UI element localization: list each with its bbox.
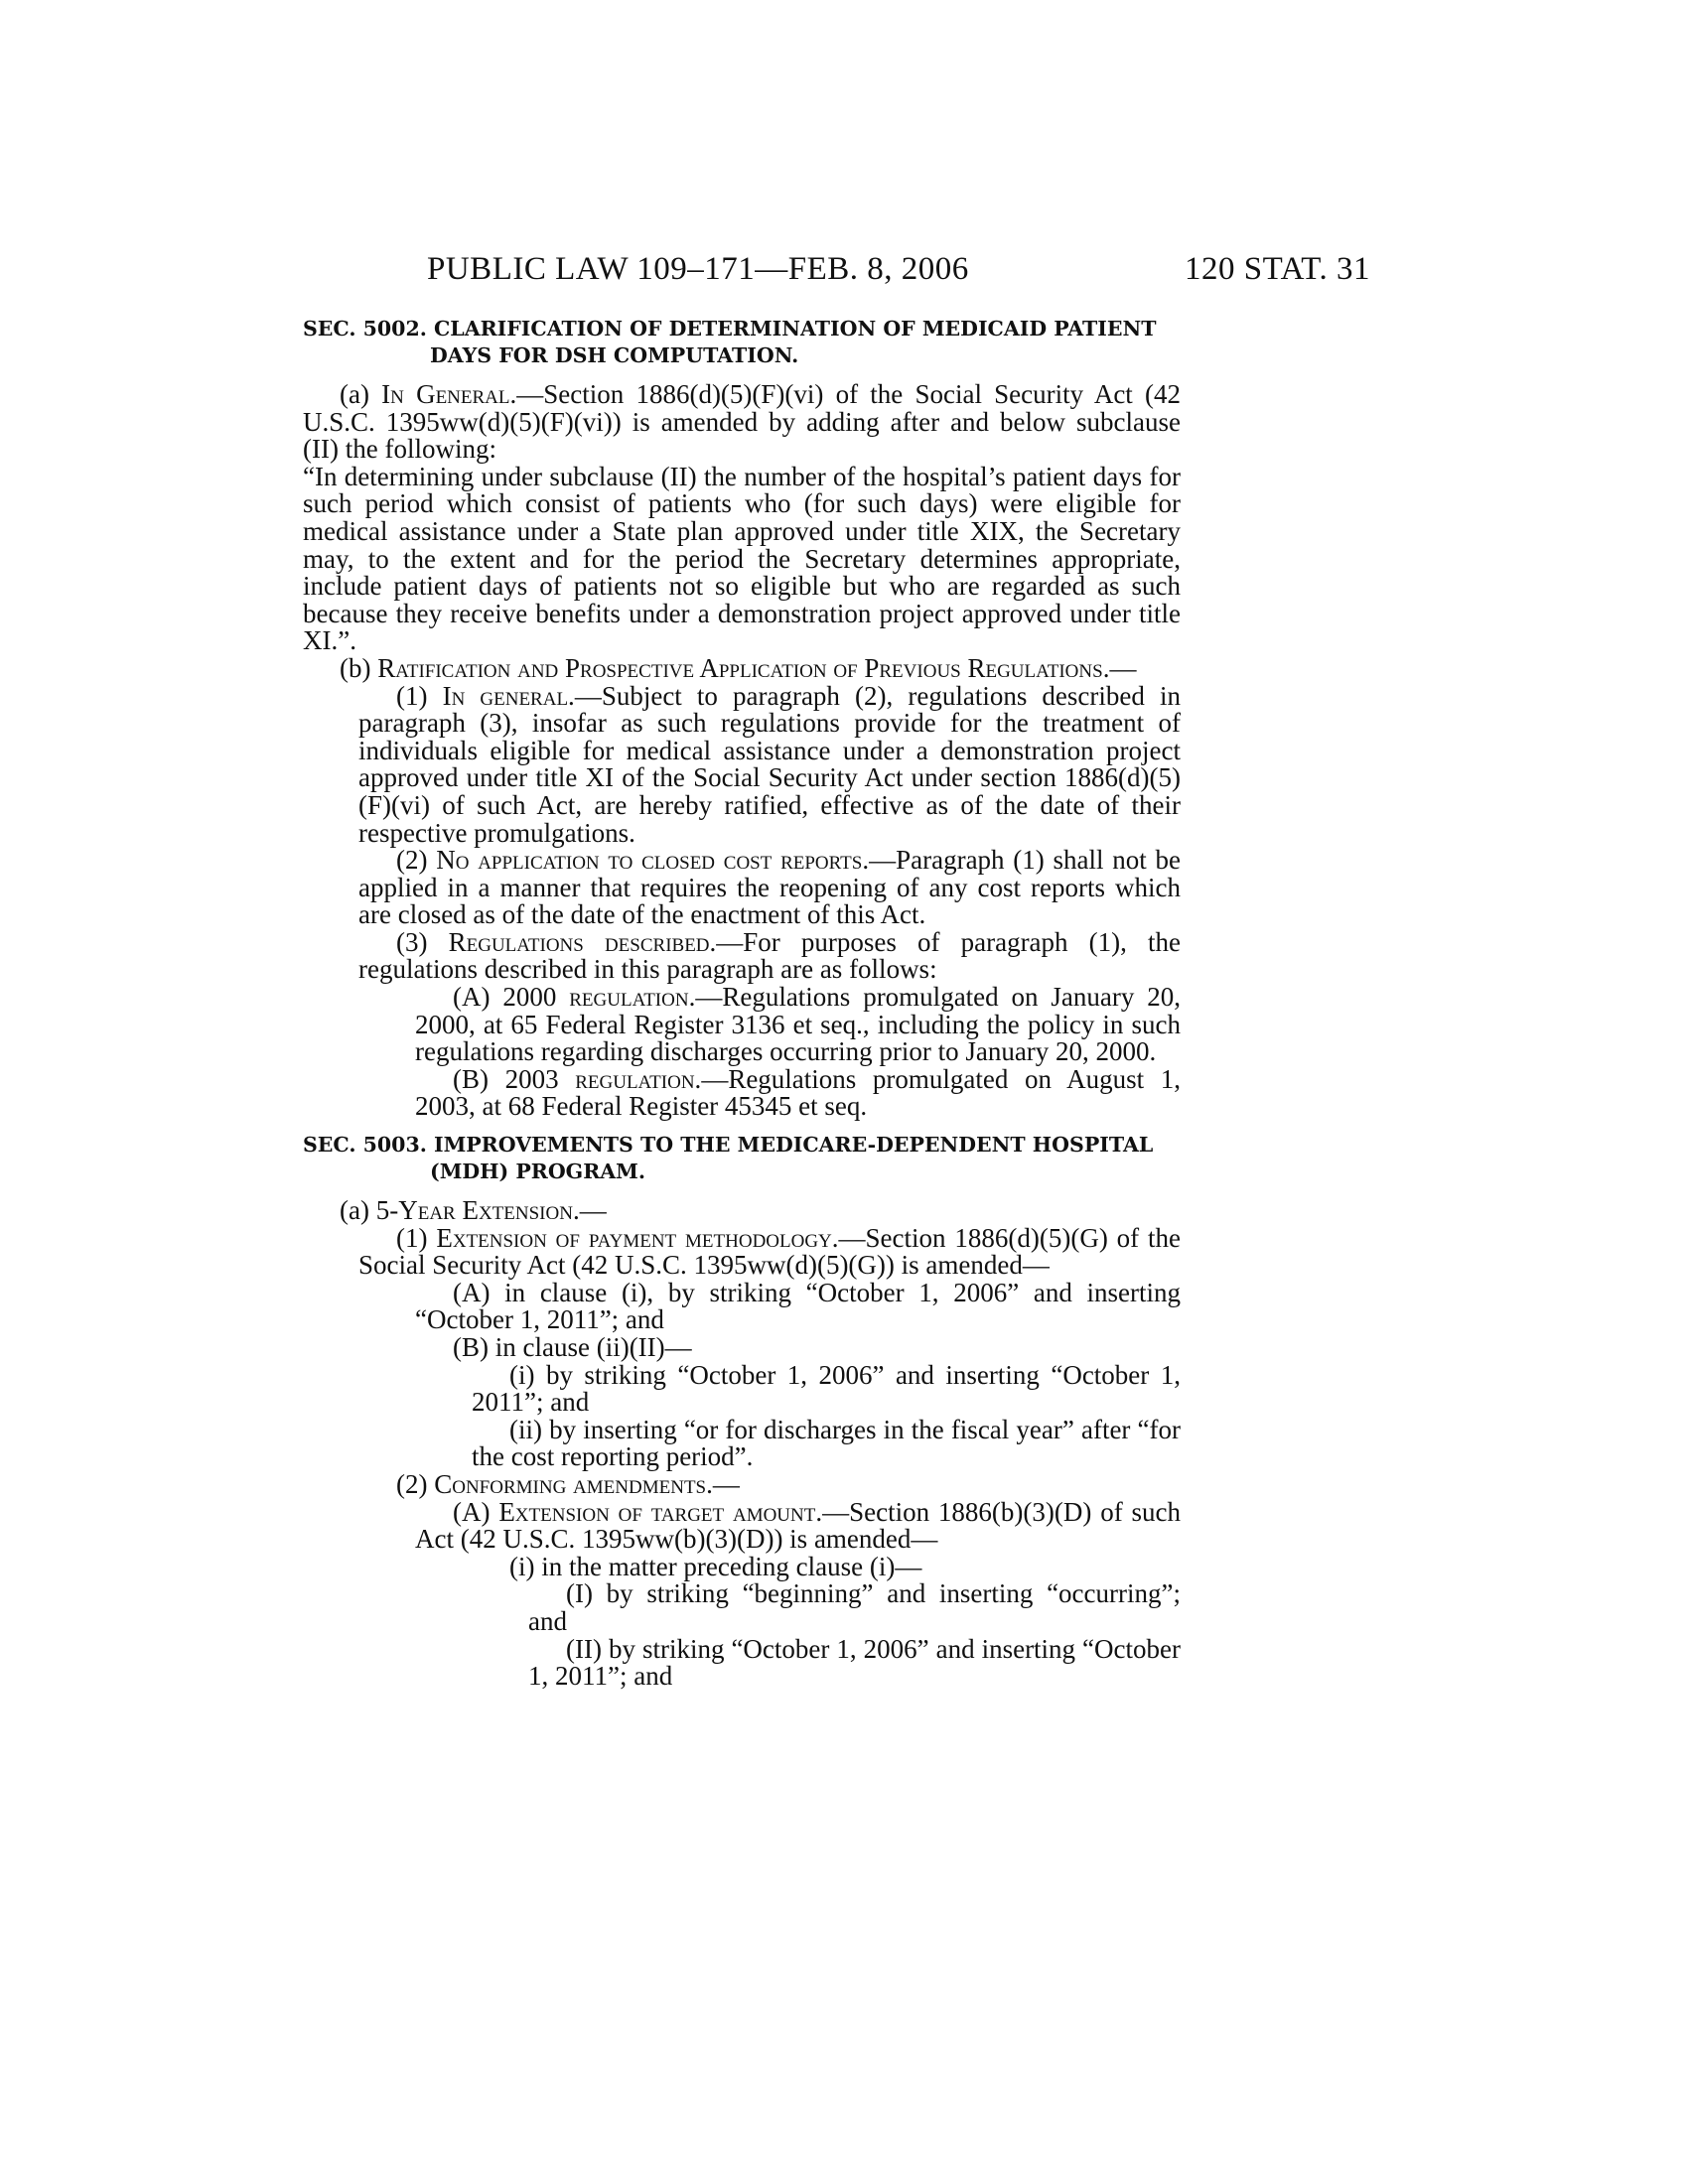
running-header (0, 251, 1688, 291)
document-body (303, 316, 1181, 1691)
sec-5003-subclause-a2a-i-I: (I) by striking “beginning” and inserting “occurring”; and (528, 1578, 1181, 1636)
sec-5002-subparagraph-b3b: (B) 2003 regulation.—Regulations promulgated on August 1, 2003, at 68 Federal Register 45345 et seq. (415, 1063, 1181, 1122)
sec-5002-quoted-text: “In determining under subclause (II) the number of the hospital’s patient days for such period which consist of patients who (for such days) were eligible for medical assistance under a State plan approved under title XIX, the Secretary may, to the extent and for the period the Secretary determines appropriate, include patient days of patients not so eligible but who are regarded as such because they receive benefits under a demonstration project approved under title XI.”. (303, 461, 1181, 656)
sec-5002-subsection-a: (a) In General.—Section 1886(d)(5)(F)(vi) of the Social Security Act (42 U.S.C. 1395ww(d)(5)(F)(vi)) is amended by adding after and below subclause (II) the following: (303, 379, 1181, 465)
sec-5003-paragraph-a2: (2) Conforming amendments.— (396, 1468, 740, 1499)
sec-5003-clause-a1b-ii: (ii) by inserting “or for discharges in the fiscal year” after “for the cost reporting period”. (472, 1414, 1181, 1472)
sec-5002-paragraph-b1: (1) In general.—Subject to paragraph (2), regulations described in paragraph (3), insofar as such regulations provide for the treatment of individuals eligible for medical assistance under a demonstration project approved under title XI of the Social Security Act under section 1886(d)(5)(F)(vi) of such Act, are hereby ratified, effective as of the date of their respective promulgations. (358, 680, 1181, 848)
sec-5003-subparagraph-a2a: (A) Extension of target amount.—Section 1886(b)(3)(D) of such Act (42 U.S.C. 1395ww(b)(3)(D)) is amended— (415, 1496, 1181, 1555)
section-5002-heading: SEC. 5002. CLARIFICATION OF DETERMINATION OF MEDICAID PATIENT DAYS FOR DSH COMPUTATION. (303, 317, 1157, 367)
sec-5003-subparagraph-a1a: (A) in clause (i), by striking “October 1, 2006” and inserting “October 1, 2011”; and (415, 1277, 1181, 1335)
sec-5002-paragraph-b3: (3) Regulations described.—For purposes of paragraph (1), the regulations described in this paragraph are as follows: (358, 926, 1181, 985)
stat-page-number: 120 STAT. 31 (1185, 251, 1371, 287)
sec-5003-subclause-a2a-i-II: (II) by striking “October 1, 2006” and inserting “October 1, 2011”; and (528, 1633, 1181, 1692)
sec-5002-subparagraph-b3a: (A) 2000 regulation.—Regulations promulgated on January 20, 2000, at 65 Federal Register 3136 et seq., including the policy in such regulations regarding discharges occurring prior to January 20, 2000. (415, 982, 1182, 1067)
law-title: PUBLIC LAW 109–171—FEB. 8, 2006 (427, 251, 969, 287)
sec-5002-paragraph-b2: (2) No application to closed cost reports.—Paragraph (1) shall not be applied in a manner that requires the reopening of any cost reports which are closed as of the date of the enactment of this Act. (358, 845, 1182, 930)
section-5003-heading: SEC. 5003. IMPROVEMENTS TO THE MEDICARE-DEPENDENT HOSPITAL (MDH) PROGRAM. (303, 1133, 1154, 1184)
sec-5003-clause-a1b-i: (i) by striking “October 1, 2006” and inserting “October 1, 2011”; and (472, 1359, 1181, 1418)
sec-5003-clause-a2a-i: (i) in the matter preceding clause (i)— (509, 1551, 922, 1581)
sec-5003-subparagraph-a1b: (B) in clause (ii)(II)— (453, 1332, 692, 1362)
sec-5003-paragraph-a1: (1) Extension of payment methodology.—Section 1886(d)(5)(G) of the Social Security Act (42 U.S.C. 1395ww(d)(5)(G)) is amended— (358, 1222, 1181, 1281)
sec-5003-subsection-a: (a) 5-Year Extension.— (340, 1195, 607, 1226)
sec-5002-subsection-b: (b) Ratification and Prospective Application of Previous Regulations.— (340, 652, 1137, 683)
